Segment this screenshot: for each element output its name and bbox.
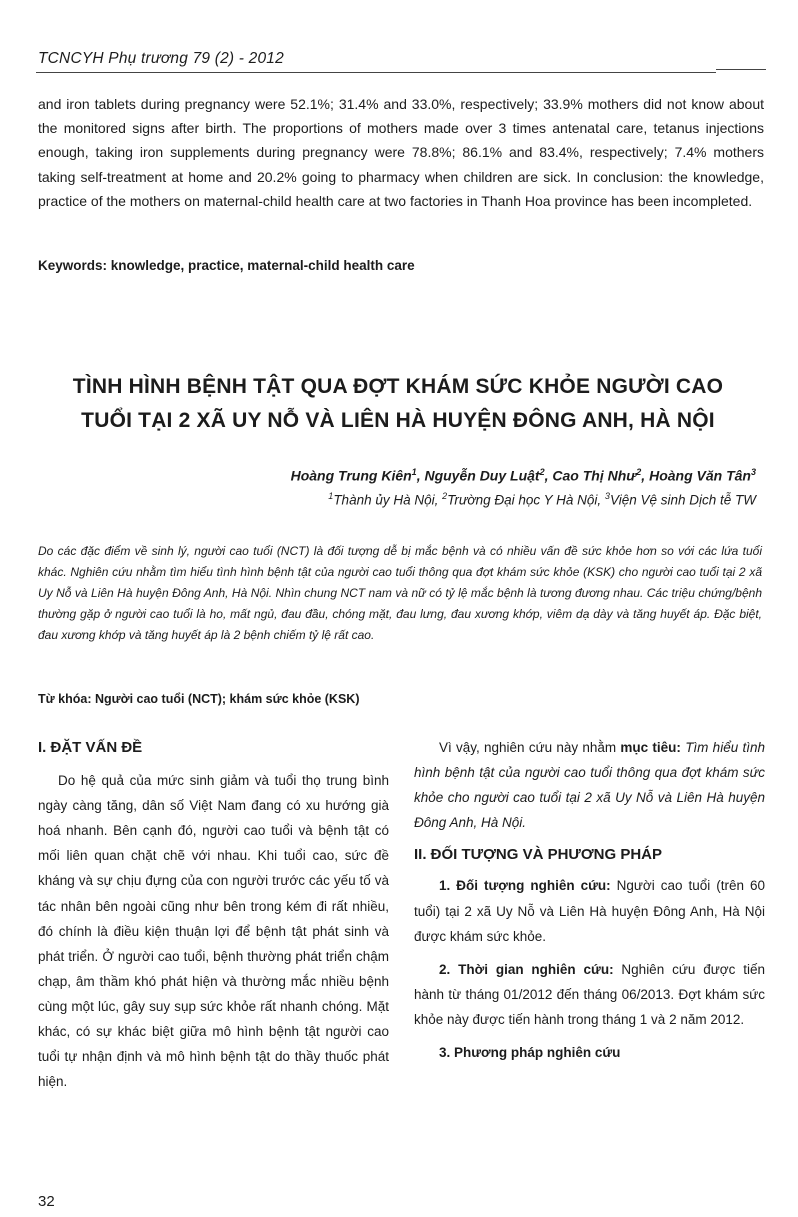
author-name: Hoàng Văn Tân (649, 467, 751, 484)
author-name: Nguyễn Duy Luật (424, 467, 540, 484)
introduction-paragraph: Do hệ quả của mức sinh giảm và tuổi thọ trung bình ngày càng tăng, dân số Việt Nam đang có xu hướng già hoá nhanh. Bên cạnh đó, người cao tuổi và bệnh tật có mối liên quan chặt chẽ với nhau. Khi tuổi cao, sức đề kháng và sự chịu đựng của con người trước các yếu tố và tác nhân bên ngoài cũng như bên trong kém đi rất nhiều, đó chính là điều kiện thuận lợi để bệnh tật phát sinh và phát triển. Ở người cao tuổi, bệnh thường phát triển chậm chạp, âm thầm khó phát hiện và thường mắc nhiều bệnh cùng một lúc, gây suy sụp sức khỏe rất nhanh chóng. Mặt khác, có sự khác biệt giữa mô hình bệnh tật người cao tuổi tự nhận định và mô hình bệnh tật do thầy thuốc phát hiện. (38, 773, 389, 1090)
subjects-paragraph (414, 873, 765, 948)
author-name: Cao Thị Như (552, 467, 637, 484)
subjects-text: Người cao tuổi (trên 60 tuổi) tại 2 xã Uy Nỗ và Liên Hà huyện Đông Anh, Hà Nội được khám sức khỏe. (414, 878, 765, 944)
author-superscript: 2 (636, 467, 642, 477)
english-abstract-continuation: and iron tablets during pregnancy were 52.1%; 31.4% and 33.0%, respectively; 33.9% mothers did not know about the monitored signs after birth. The proportions of mothers made over 3 times antenatal care, tetanus injections enough, taking iron supplements during pregnancy were 78.8%; 86.1% and 83.4%, respectively; 7.4% mothers taking self-treatment at home and 20.2% going to pharmacy when children are sick. In conclusion: the knowledge, practice of the mothers on maternal-child health care at two factories in Thanh Hoa province has been incompleted. (38, 96, 764, 209)
left-column (38, 735, 389, 1094)
author-superscript: 1 (411, 467, 417, 477)
duration-label: 2. Thời gian nghiên cứu: (439, 961, 614, 977)
author-list (291, 467, 756, 484)
affiliation-text: Thành ủy Hà Nội, (333, 492, 443, 508)
objective-text: Tìm hiểu tình hình bệnh tật của người cao tuổi thông qua đợt khám sức khỏe cho người cao tuổi tại 2 xã Uy Nỗ và Liên Hà huyện Đông Anh, Hà Nội. (414, 740, 765, 831)
author-superscript: 3 (750, 467, 756, 477)
right-column (414, 735, 765, 1065)
vietnamese-abstract: Do các đặc điểm về sinh lý, người cao tuổi (NCT) là đối tượng dễ bị mắc bệnh và có nhiều vấn đề sức khỏe hơn so với các lứa tuổi khác. Nghiên cứu nhằm tìm hiểu tình hình bệnh tật của người cao tuổi thông qua đợt khám sức khỏe (KSK) cho người cao tuổi tại 2 xã Uy Nỗ và Liên Hà huyện Đông Anh, Hà Nội. Nhìn chung NCT nam và nữ có tỷ lệ mắc bệnh là tương đương nhau. Các triệu chứng/bệnh thường gặp ở người cao tuổi là ho, mất ngủ, đau đầu, chóng mặt, đau lưng, đau xương khớp, viêm dạ dày và tăng huyết áp. Đặc biệt, đau xương khớp và tăng huyết áp là 2 bệnh chiếm tỷ lệ rất cao. (38, 544, 762, 642)
journal-header: TCNCYH Phụ trương 79 (2) - 2012 (38, 50, 284, 67)
author-separator: , (544, 467, 553, 484)
objective-lead: Vì vậy, nghiên cứu này nhằm (439, 740, 621, 755)
article-title (40, 370, 756, 438)
section-heading-introduction: I. ĐẶT VẤN ĐỀ (38, 739, 143, 756)
methods-subheading: 3. Phương pháp nghiên cứu (439, 1045, 621, 1061)
page-number: 32 (38, 1193, 55, 1210)
article-title-line-1: TÌNH HÌNH BỆNH TẬT QUA ĐỢT KHÁM SỨC KHỎE NGƯỜI CAO (72, 375, 724, 398)
objective-label: mục tiêu: (620, 740, 681, 755)
affiliation-text: Viện Vệ sinh Dịch tễ TW (609, 492, 756, 508)
author-separator: , (641, 467, 650, 484)
author-separator: , (416, 467, 425, 484)
affiliation-text: Trường Đại học Y Hà Nội, (447, 492, 605, 508)
duration-paragraph (414, 957, 765, 1032)
author-name: Hoàng Trung Kiên (290, 467, 412, 484)
affiliation-superscript: 3 (604, 491, 610, 501)
header-rule-accent (716, 69, 766, 70)
english-keywords: Keywords: knowledge, practice, maternal-child health care (38, 258, 415, 273)
duration-text: Nghiên cứu được tiến hành từ tháng 01/2012 đến tháng 06/2013. Đợt khám sức khỏe này được tiến hành trong tháng 1 và 2 năm 2012. (414, 961, 765, 1027)
affiliation-list (328, 491, 756, 508)
subjects-label: 1. Đối tượng nghiên cứu: (439, 878, 611, 894)
vietnamese-keywords: Từ khóa: Người cao tuổi (NCT); khám sức khỏe (KSK) (38, 692, 360, 706)
article-title-line-2: TUỔI TẠI 2 XÃ UY NỖ VÀ LIÊN HÀ HUYỆN ĐÔNG ANH, HÀ NỘI (81, 409, 715, 432)
author-superscript: 2 (539, 467, 545, 477)
section-heading-methods: II. ĐỐI TƯỢNG VÀ PHƯƠNG PHÁP (414, 846, 662, 864)
affiliation-superscript: 2 (442, 491, 448, 501)
affiliation-superscript: 1 (328, 491, 334, 501)
objective-paragraph (414, 735, 765, 835)
header-rule (36, 72, 716, 73)
